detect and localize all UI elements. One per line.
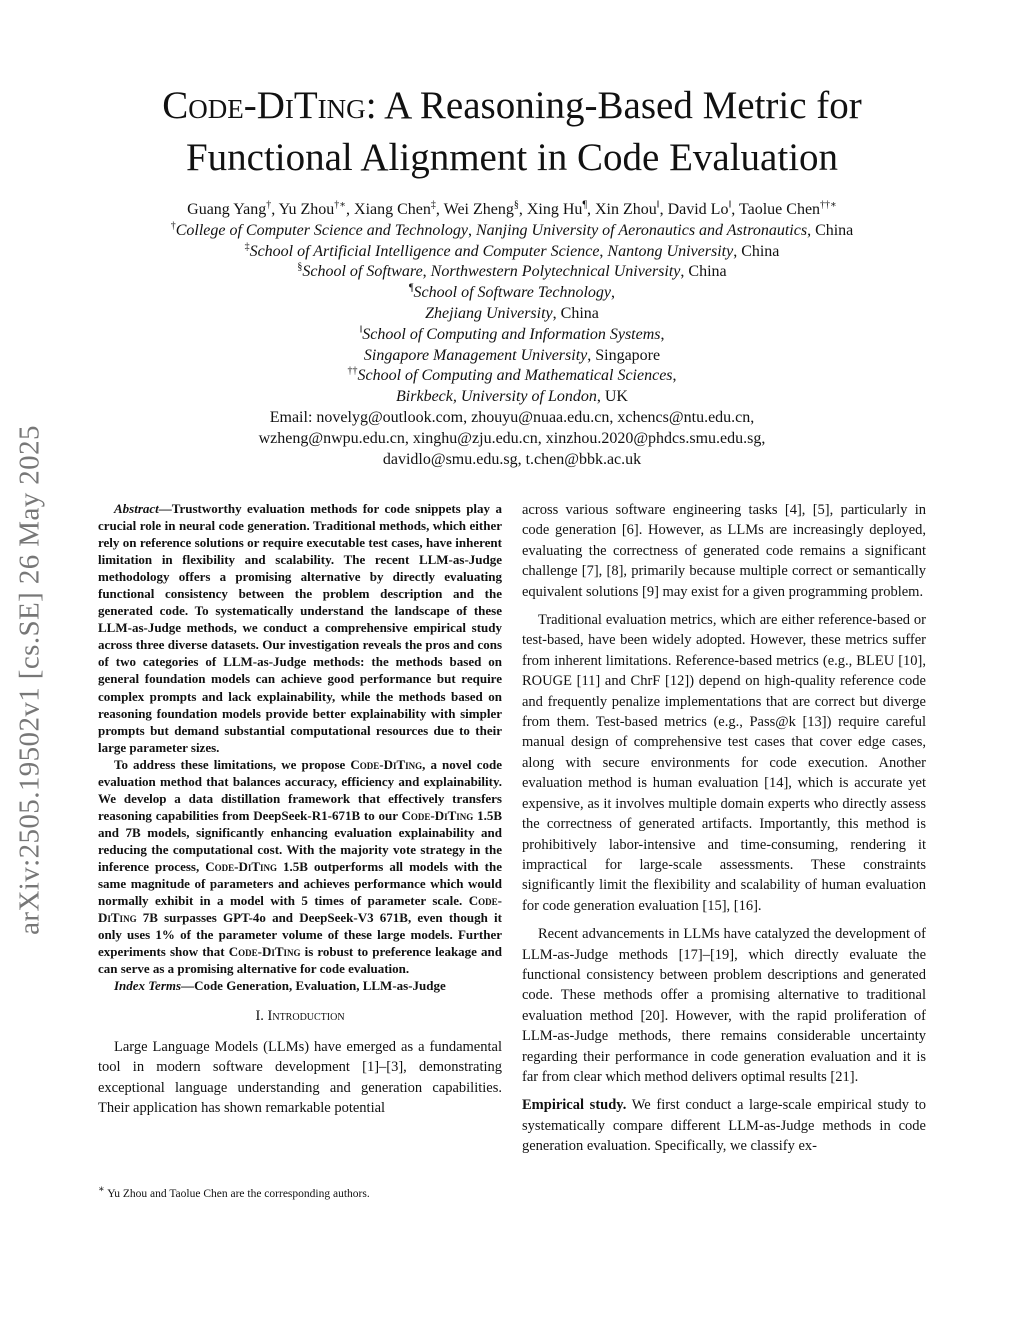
right-paragraph-3: Recent advancements in LLMs have catalyzed the development of LLM-as-Judge methods [17]–[19], which directly evaluate the functional consistency between problem descriptions and generated code. These methods offer a promising alternative to traditional evaluation method [20]. However, with the rapid proliferation of LLM-as-Judge methods, there remains considerable uncertainty regarding their performance in code generation evaluation and it is far from clear which method delivers optimal results [21]. <box>522 926 926 1085</box>
left-column <box>98 500 502 1118</box>
footnote: ∗ Yu Zhou and Taolue Chen are the corresponding authors. <box>98 1184 370 1200</box>
arxiv-stamp-text: arXiv:2505.19502v1 [cs.SE] 26 May 2025 <box>13 425 46 935</box>
author-mark: ‖ <box>728 199 732 211</box>
author-mark: § <box>513 199 519 211</box>
author-name: Yu Zhou <box>278 201 335 218</box>
abstract-label: Abstract <box>114 501 159 516</box>
right-paragraph-2: Traditional evaluation metrics, which are either reference-based or test-based, have been widely adopted. However, these metrics suffer from inherent limitations. Reference-based metrics (e.g., BLEU [10], ROUGE [11] and ChrF [12]) depend on high-quality reference code and frequently penalize implementations that are correct but diverge from them. Test-based metrics (e.g., Pass@k [13]) require careful manual design of comprehensive test cases that cover edge cases, along with secure environments for code execution. Another evaluation method is human evaluation [14], which is accurate yet expensive, as it involves multiple domain experts who directly assess the correctness of generated artifacts. Importantly, this method is prohibitively labor-intensive and time-consuming, rendering it impractical for large-scale assessments. These constraints significantly limit the flexibility and scalability of human evaluation for code generation evaluation [15], [16]. <box>522 612 926 914</box>
affiliation-line: ¶School of Software Technology, <box>409 282 615 302</box>
author-name: Wei Zheng <box>443 201 514 218</box>
affiliation-line: ††School of Computing and Mathematical Sciences, <box>347 366 677 385</box>
author-mark: † <box>266 199 272 211</box>
author-name: Xin Zhou <box>594 201 657 218</box>
title-method-name: Code-DiTing <box>162 84 366 127</box>
author-mark: ††∗ <box>820 199 837 211</box>
author-mark: †∗ <box>334 199 347 211</box>
affiliation-line: ‡School of Artificial Intelligence and Computer Science, Nantong University, China <box>244 241 780 260</box>
author-mark: ¶ <box>582 199 587 211</box>
author-name: David Lo <box>667 201 729 218</box>
abstract-paragraph-1: Abstract—Trustworthy evaluation methods for code snippets play a crucial role in neural code generation. Traditional methods, which either rely on reference solutions or require executable test cases, have inherent limitation in flexibility and scalability. The recent LLM-as-Judge methodology offers a promising alternative by directly evaluating functional consistency between the problem description and the generated code. To systematically understand the landscape of these LLM-as-Judge methods, we conduct a comprehensive empirical study across three diverse datasets. Our investigation reveals the pros and cons of two categories of LLM-as-Judge methods: the methods based on general foundation models can achieve good performance but require complex prompts and lack explainability, while the methods based on reasoning foundation models provide better explainability with simpler prompts but demand substantial computational resources due to their large parameter sizes. <box>98 501 502 755</box>
title-line-2: Functional Alignment in Code Evaluation <box>185 136 839 179</box>
section-heading-introduction: I. Introduction <box>255 1008 345 1025</box>
affiliation-line: Singapore Management University, Singapore <box>363 346 661 364</box>
right-paragraph-1: across various software engineering tasks [4], [5], particularly in code generation [6]. However, as LLMs are increasingly deployed, evaluating the correctness of generated code remains a significant challenge [7], [8], primarily because multiple correct or semantically equivalent solutions [9] may exist for a given programming problem. <box>522 502 926 600</box>
author-block <box>60 200 964 470</box>
author-mark: ‡ <box>430 199 436 211</box>
affiliation-line: §School of Software, Northwestern Polytechnical University, China <box>297 262 727 281</box>
arxiv-stamp <box>8 370 52 990</box>
paper-title <box>60 80 964 184</box>
email-line: wzheng@nwpu.edu.cn, xinghu@zju.edu.cn, xinzhou.2020@phdcs.smu.edu.sg, <box>258 429 766 447</box>
affiliation-line: †College of Computer Science and Technology, Nanjing University of Aeronautics and Astronautics, China <box>170 220 854 239</box>
empirical-study-lead: Empirical study. <box>522 1097 627 1114</box>
right-column <box>522 500 926 1157</box>
intro-paragraph: Large Language Models (LLMs) have emerged as a fundamental tool in modern software development [1]–[3], demonstrating exceptional language understanding and generation capabilities. Their application has shown remarkable potential <box>98 1038 502 1116</box>
author-name: Xing Hu <box>526 201 583 218</box>
title-line-1 <box>60 80 964 132</box>
affiliation-line: Birkbeck, University of London, UK <box>396 388 628 406</box>
email-line: davidlo@smu.edu.sg, t.chen@bbk.ac.uk <box>382 450 642 468</box>
index-terms: Index Terms—Code Generation, Evaluation, LLM-as-Judge <box>114 978 446 994</box>
author-list: Guang Yang†, Yu Zhou†∗, Xiang Chen‡, Wei Zheng§, Xing Hu¶, Xin Zhou‖, David Lo‖, Taolue Chen††∗ <box>187 199 837 218</box>
author-name: Guang Yang <box>187 201 267 218</box>
abstract-paragraph-2: To address these limitations, we propose Code-DiTing, a novel code evaluation method that balances accuracy, efficiency and explainability. We develop a data distillation framework that effectively transfers reasoning capabilities from DeepSeek-R1-671B to our Code-DiTing 1.5B and 7B models, significantly enhancing evaluation explainability and reducing the computational cost. With the majority vote strategy in the inference process, Code-DiTing 1.5B outperforms all models with the same magnitude of parameters and achieves performance which would normally exhibit in a model with 5 times of parameter scale. Code-DiTing 7B surpasses GPT-4o and DeepSeek-V3 671B, even though it only uses 1% of the parameter volume of these large models. Further experiments show that Code-DiTing is robust to preference leakage and can serve as a promising alternative for code evaluation. <box>98 756 503 977</box>
affiliation-line: ‖School of Computing and Information Systems, <box>359 324 665 343</box>
author-mark: ‖ <box>656 199 660 211</box>
title-line-1-rest: : A Reasoning-Based Metric for <box>365 84 862 127</box>
author-name: Xiang Chen <box>354 201 431 218</box>
author-name: Taolue Chen <box>738 201 821 218</box>
affiliation-line: Zhejiang University, China <box>425 304 599 322</box>
right-paragraph-4: Empirical study. We first conduct a large-scale empirical study to systematically compare different LLM-as-Judge methods in code generation evaluation. Specifically, we classify ex- <box>522 1097 926 1155</box>
email-line: Email: novelyg@outlook.com, zhouyu@nuaa.edu.cn, xchencs@ntu.edu.cn, <box>269 408 755 426</box>
